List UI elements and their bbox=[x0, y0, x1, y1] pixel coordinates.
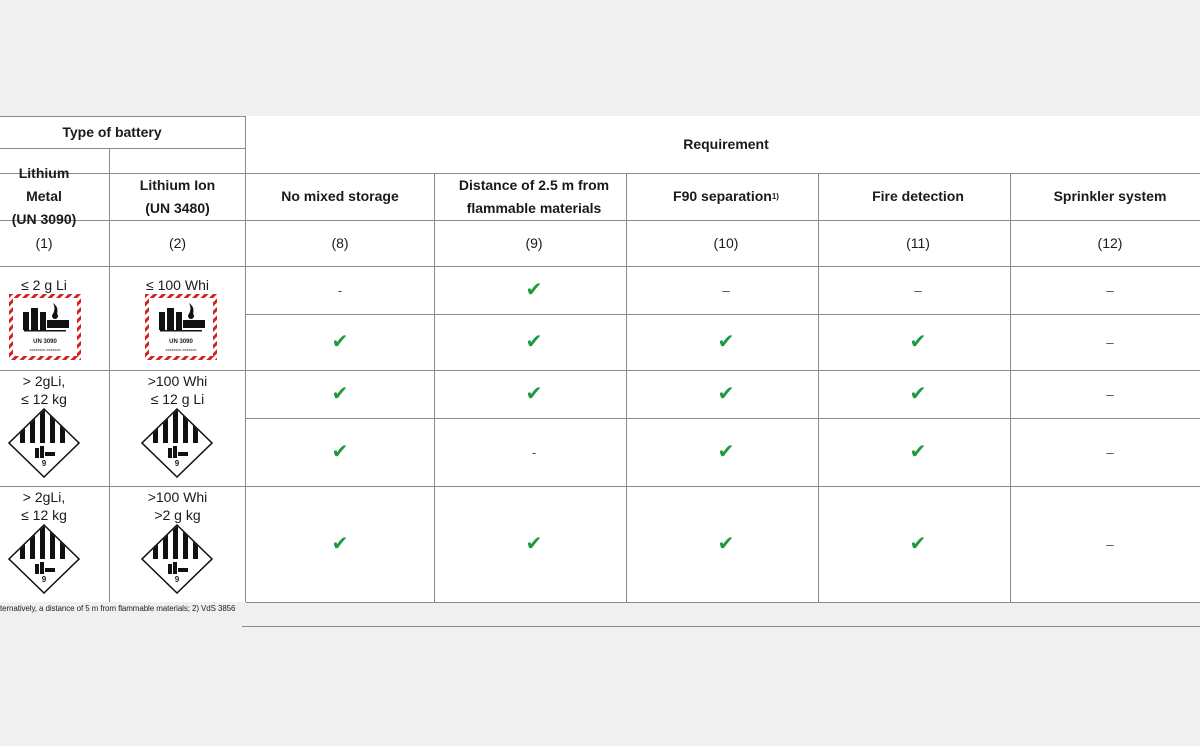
row1b-distance: ✔ bbox=[525, 330, 543, 353]
col-number: (1) bbox=[35, 234, 53, 251]
grid-line bbox=[242, 626, 1200, 627]
row1b-sprinkler: – bbox=[1106, 334, 1114, 350]
label-small-text: xxxxxxxx xxxxxxx bbox=[165, 347, 197, 352]
col-header-sprinkler-system: Sprinkler system bbox=[1053, 188, 1167, 204]
class-number: 9 bbox=[41, 575, 47, 584]
condition-line: >100 Whi bbox=[147, 489, 208, 505]
class9-hazard-diamond-icon bbox=[141, 524, 213, 594]
col-header-fire-detection: Fire detection bbox=[872, 188, 964, 204]
col-header-lithium-metal bbox=[0, 165, 88, 227]
col-header-text: Lithium Ion bbox=[139, 176, 216, 193]
class9-hazard-diamond-icon bbox=[8, 408, 80, 478]
row1-ion-condition: ≤ 100 Whi bbox=[146, 276, 209, 293]
condition-line: ≤ 12 g Li bbox=[150, 391, 205, 407]
col-number: (12) bbox=[1097, 234, 1123, 251]
condition-line: > 2gLi, bbox=[22, 489, 66, 505]
label-un-text: UN 3090 bbox=[169, 339, 193, 345]
row3-metal-condition bbox=[0, 488, 88, 528]
col-header-text: (UN 3480) bbox=[145, 199, 210, 216]
col-number: (2) bbox=[168, 234, 187, 251]
col-header-text: F90 separation bbox=[673, 188, 772, 204]
row1b-no-mixed-storage: ✔ bbox=[331, 330, 349, 353]
row3-ion-condition bbox=[109, 488, 246, 528]
row2-metal-condition bbox=[0, 372, 88, 412]
label-un-text: UN 3090 bbox=[33, 339, 57, 345]
row2b-distance: - bbox=[531, 444, 537, 460]
grid-line bbox=[0, 148, 246, 149]
row2b-fire-detection: ✔ bbox=[909, 440, 927, 463]
row1a-no-mixed-storage: - bbox=[337, 282, 343, 298]
row2a-distance: ✔ bbox=[525, 382, 543, 405]
row3-f90: ✔ bbox=[717, 532, 735, 555]
class-number: 9 bbox=[174, 459, 180, 468]
col-number: (9) bbox=[525, 234, 543, 251]
condition-line: > 2gLi, bbox=[22, 373, 66, 389]
col-header-lithium-ion bbox=[109, 173, 246, 220]
row1a-fire-detection: – bbox=[914, 282, 922, 298]
grid-line bbox=[246, 602, 1200, 603]
col-header-distance bbox=[434, 173, 634, 220]
row3-no-mixed-storage: ✔ bbox=[331, 532, 349, 555]
lithium-battery-label-icon bbox=[9, 294, 81, 360]
lithium-battery-label-icon bbox=[145, 294, 217, 360]
row1a-sprinkler: – bbox=[1106, 282, 1114, 298]
row3-fire-detection: ✔ bbox=[909, 532, 927, 555]
requirement-header: Requirement bbox=[683, 136, 769, 152]
class-number: 9 bbox=[41, 459, 47, 468]
col-number: (8) bbox=[331, 234, 349, 251]
col-header-text: Lithium Metal bbox=[18, 165, 70, 204]
class9-hazard-diamond-icon bbox=[141, 408, 213, 478]
type-of-battery-header: Type of battery bbox=[62, 123, 162, 140]
row1a-f90: – bbox=[722, 282, 730, 298]
footnote: ternatively, a distance of 5 m from flammable materials; 2) VdS 3856 bbox=[0, 604, 236, 613]
col-header-no-mixed-storage: No mixed storage bbox=[281, 188, 399, 204]
footnote-marker: 1) bbox=[771, 191, 779, 201]
row2a-f90: ✔ bbox=[717, 382, 735, 405]
row1b-f90: ✔ bbox=[717, 330, 735, 353]
col-number: (11) bbox=[906, 234, 930, 251]
condition-line: >100 Whi bbox=[147, 373, 208, 389]
row3-sprinkler: – bbox=[1106, 536, 1114, 552]
col-header-text: flammable materials bbox=[466, 199, 602, 216]
col-header-text: (UN 3090) bbox=[11, 211, 77, 227]
col-header-text: Distance of 2.5 m from bbox=[458, 176, 610, 193]
class-number: 9 bbox=[174, 575, 180, 584]
condition-line: ≤ 12 kg bbox=[21, 391, 67, 407]
row2b-sprinkler: – bbox=[1106, 444, 1114, 460]
row1a-distance: ✔ bbox=[525, 278, 543, 301]
condition-line: >2 g kg bbox=[154, 507, 201, 523]
row1-metal-condition: ≤ 2 g Li bbox=[21, 276, 67, 293]
class9-hazard-diamond-icon bbox=[8, 524, 80, 594]
col-header-f90-separation bbox=[626, 173, 826, 220]
row2-ion-condition bbox=[109, 372, 246, 412]
row1b-fire-detection: ✔ bbox=[909, 330, 927, 353]
row2b-f90: ✔ bbox=[717, 440, 735, 463]
col-number: (10) bbox=[713, 234, 739, 251]
label-small-text: xxxxxxxx xxxxxxx bbox=[29, 347, 61, 352]
row2a-fire-detection: ✔ bbox=[909, 382, 927, 405]
row2b-no-mixed-storage: ✔ bbox=[331, 440, 349, 463]
row3-distance: ✔ bbox=[525, 532, 543, 555]
row2a-sprinkler: – bbox=[1106, 386, 1114, 402]
condition-line: ≤ 12 kg bbox=[21, 507, 67, 523]
row2a-no-mixed-storage: ✔ bbox=[331, 382, 349, 405]
